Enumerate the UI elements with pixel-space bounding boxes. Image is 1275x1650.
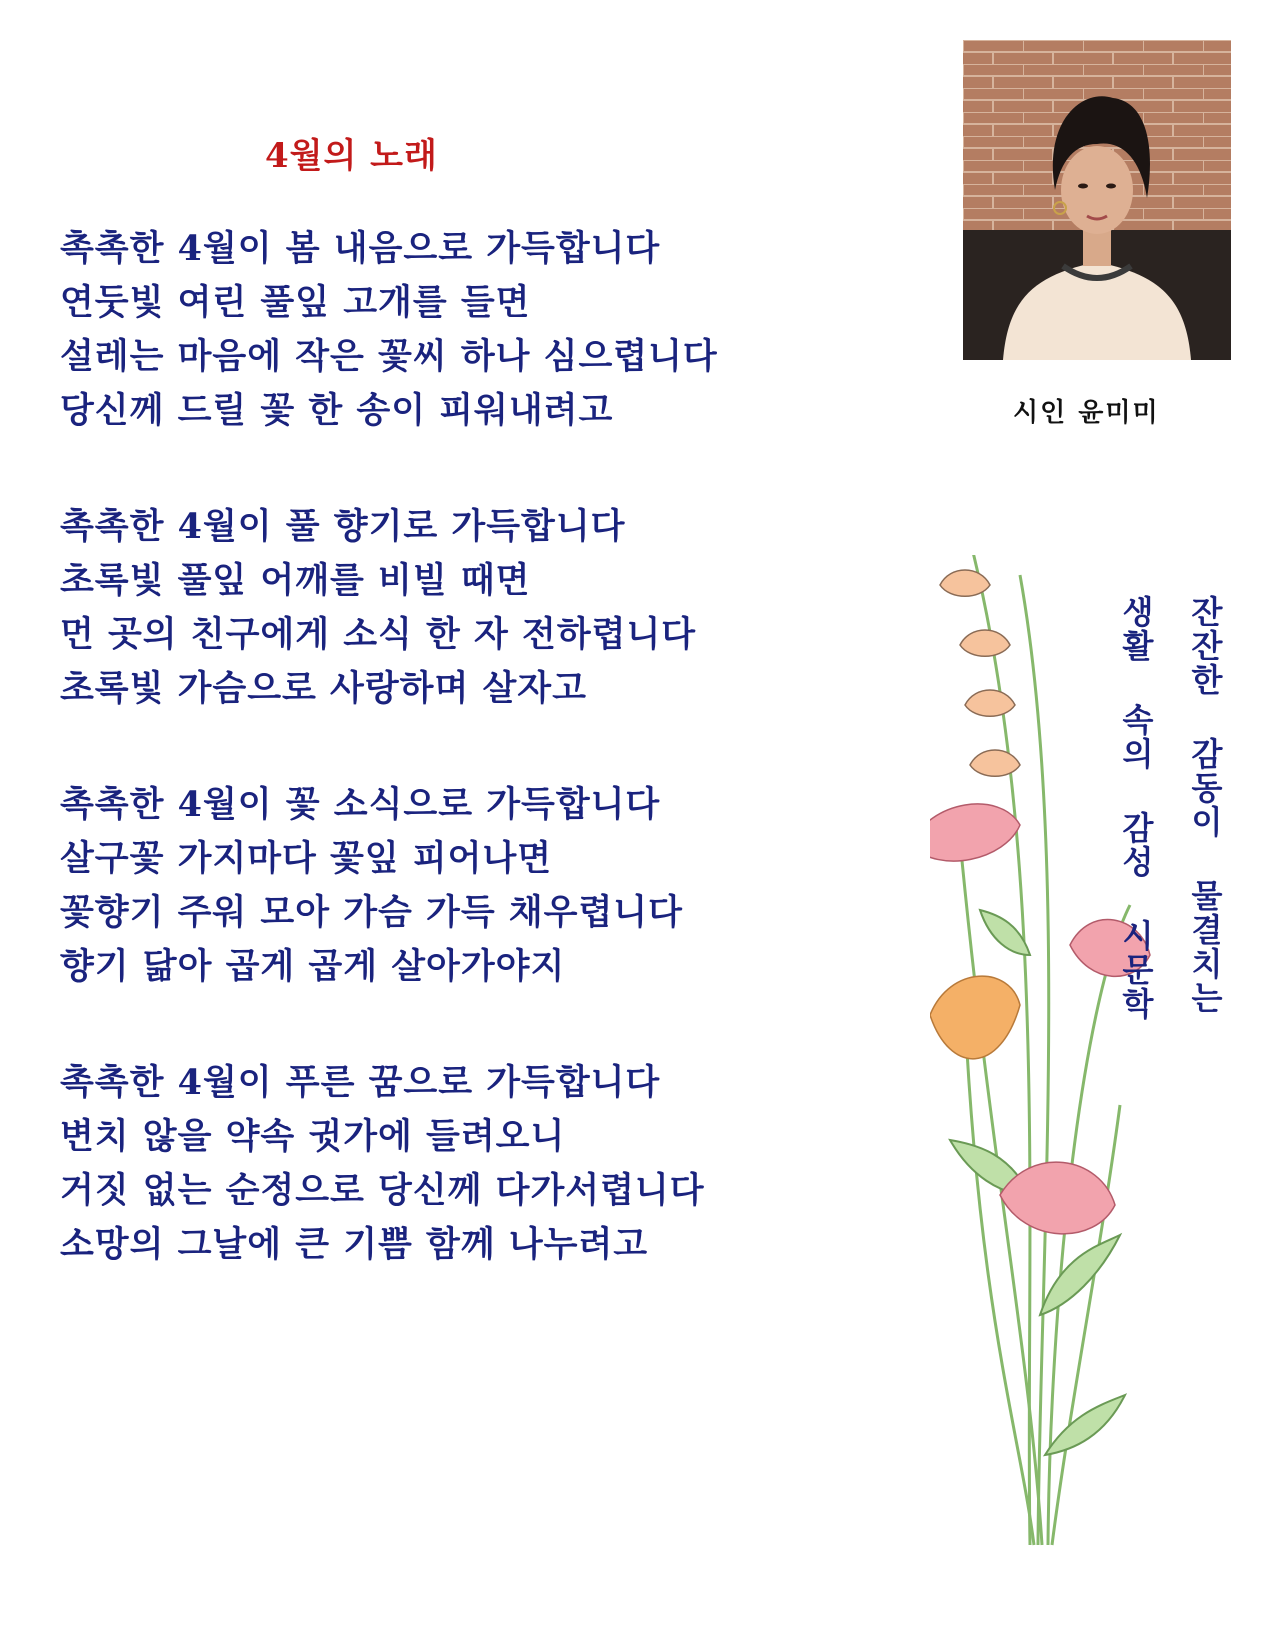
poem-line: 당신께 드릴 꽃 한 송이 피워내려고 (60, 390, 614, 431)
tagline-line-1: 잔잔한 감동이 물결치는 (1186, 595, 1224, 1015)
poem-line: 촉촉한 4월이 봄 내음으로 가득합니다 (60, 228, 661, 269)
poem-line: 소망의 그날에 큰 기쁨 함께 나누려고 (60, 1224, 649, 1265)
poem-line: 연둣빛 여린 풀잎 고개를 들면 (60, 282, 531, 323)
poem-line: 변치 않을 약속 귓가에 들려오니 (60, 1116, 566, 1157)
poem-line: 먼 곳의 친구에게 소식 한 자 전하렵니다 (60, 614, 697, 655)
poem-line: 살구꽃 가지마다 꽃잎 피어나면 (60, 838, 553, 879)
stanza-3 (60, 778, 880, 994)
poem-line: 촉촉한 4월이 꽃 소식으로 가득합니다 (60, 784, 661, 825)
stanza-2 (60, 500, 880, 716)
poem-line: 거짓 없는 순정으로 당신께 다가서렵니다 (60, 1170, 705, 1211)
poem-line: 설레는 마음에 작은 꽃씨 하나 심으렵니다 (60, 336, 718, 377)
poem-body (60, 222, 880, 1334)
poem-line: 향기 닮아 곱게 곱게 살아가야지 (60, 946, 566, 987)
poem-title: 4월의 노래 (265, 136, 438, 176)
poem-line: 촉촉한 4월이 풀 향기로 가득합니다 (60, 506, 626, 547)
poet-name-caption: 시인 윤미미 (1013, 398, 1160, 428)
poet-portrait-photo (963, 40, 1231, 360)
tagline-line-2: 생활 속의 감성 시문학 (1117, 595, 1155, 1021)
poem-line: 촉촉한 4월이 푸른 꿈으로 가득합니다 (60, 1062, 661, 1103)
poem-line: 초록빛 풀잎 어깨를 비빌 때면 (60, 560, 531, 601)
stanza-1 (60, 222, 880, 438)
poem-line: 초록빛 가슴으로 사랑하며 살자고 (60, 668, 587, 709)
poem-line: 꽃향기 주워 모아 가슴 가득 채우렵니다 (60, 892, 683, 933)
stanza-4 (60, 1056, 880, 1272)
